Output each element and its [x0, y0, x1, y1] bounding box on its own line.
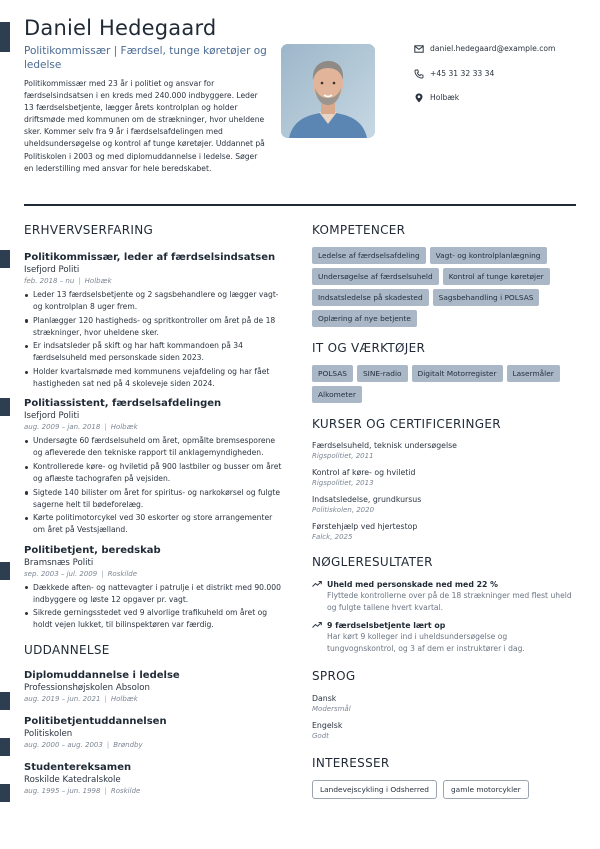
job-bullet: Er indsatsleder på skift og har haft kommandoen på 34 færdselsuheld med personskade siden 2023. [24, 340, 284, 364]
candidate-headline: Politikommissær | Færdsel, tunge køretøjer og ledelse [24, 45, 267, 71]
job-bullet: Planlægger 120 hastigheds- og spritkontroller om året på de 18 strækninger, hvor uheldene sker. [24, 315, 284, 339]
section-title-interests: INTERESSER [312, 756, 390, 771]
mail-icon [414, 44, 424, 54]
accent-bar-edu-3 [0, 784, 10, 802]
job-employer: Isefjord Politi [24, 265, 80, 275]
header-divider [24, 204, 576, 206]
interest-tag: Landevejscykling i Odsherred [312, 780, 437, 799]
job-bullet: Undersøgte 60 færdselsuheld om året, opmålte bremsesporene og afleverede den tekniske rapport til anklagemyndigheden. [24, 435, 284, 459]
course-item [312, 494, 576, 516]
profile-photo [281, 44, 375, 138]
course-title: Kontrol af køre- og hviletid [312, 468, 416, 477]
meta-separator: | [104, 423, 107, 432]
education-dates: aug. 1995 – jun. 1998 [24, 787, 101, 796]
meta-separator: | [106, 741, 110, 750]
language-level: Godt [312, 732, 329, 741]
candidate-name: Daniel Hedegaard [24, 16, 217, 40]
job-bullets [24, 435, 284, 536]
accent-bar-job-1 [0, 250, 10, 268]
tool-tag: POLSAS [312, 365, 353, 382]
education-dates: aug. 2000 – aug. 2003 [24, 741, 103, 750]
course-meta: Politiskolen, 2020 [312, 506, 375, 514]
meta-separator: | [104, 695, 107, 704]
resume-header [24, 16, 576, 196]
skill-tag: Ledelse af færdselsafdeling [312, 247, 426, 264]
education-title: Politibetjentuddannelsen [24, 716, 167, 728]
job-bullet: Dækkede aften- og nattevagter i patrulje i et distrikt med 90.000 indbyggere og løste 12 opgaver pr. vagt. [24, 582, 284, 606]
education-meta [24, 786, 284, 797]
tool-tag: Alkometer [312, 386, 362, 403]
job-meta [24, 569, 284, 580]
job-entry [24, 544, 284, 632]
skill-tag: Sagsbehandling i POLSAS [433, 289, 540, 306]
job-bullet: Kørte politimotorcykel ved 30 eskorter og store arrangementer om året på Vestsjælland. [24, 512, 284, 536]
course-title: Indsatsledelse, grundkursus [312, 495, 422, 504]
contact-block [414, 44, 594, 118]
education-location: Holbæk [110, 695, 138, 704]
meta-separator: | [78, 277, 81, 285]
job-dates: feb. 2018 – nu [24, 277, 75, 285]
education-title: Studentereksamen [24, 762, 132, 774]
tools-tags [312, 365, 576, 403]
section-title-education: UDDANNELSE [24, 643, 110, 658]
achievement-description: Har kørt 9 kolleger ind i uheldsundersøgelse og tungvognskontrol, og 3 af dem er instruktører i dag. [327, 632, 525, 654]
course-item [312, 521, 576, 543]
section-title-languages: SPROG [312, 669, 356, 684]
contact-email[interactable] [414, 44, 594, 69]
tool-tag: SINE-radio [357, 365, 408, 382]
course-meta: Rigspolitiet, 2011 [312, 452, 374, 460]
job-employer: Bramsnæs Politi [24, 557, 94, 568]
course-meta: Falck, 2025 [312, 533, 353, 541]
section-title-tools: IT OG VÆRKTØJER [312, 341, 426, 355]
course-item [312, 440, 576, 462]
education-school: Politiskolen [24, 729, 73, 740]
job-title: Politikommissær, leder af færdselsindsatsen [24, 252, 276, 263]
accent-bar-job-2 [0, 398, 10, 416]
skill-tag: Indsatsledelse på skadested [312, 289, 429, 306]
achievement-item [312, 620, 576, 655]
education-meta [24, 694, 284, 705]
trend-up-icon [312, 580, 322, 588]
job-employer: Isefjord Politi [24, 411, 80, 422]
job-bullet: Holder kvartalsmøde med kommunens vejafdeling og har fået hastigheden sat ned på 4 skoleveje siden 2024. [24, 366, 284, 390]
job-bullet: Kontrollerede køre- og hviletid på 900 lastbiler og busser om året og aflæste tachografen på vejsiden. [24, 461, 284, 485]
job-bullet: Leder 13 færdselsbetjente og 2 sagsbehandlere og lægger vagt- og kontrolplan 8 uger frem. [24, 289, 284, 313]
course-list [312, 440, 576, 543]
section-title-courses: KURSER OG CERTIFICERINGER [312, 417, 501, 431]
section-title-experience: ERHVERVSERFARING [24, 223, 154, 237]
job-title: Politibetjent, beredskab [24, 544, 161, 556]
job-bullets [24, 289, 284, 390]
job-location: Roskilde [107, 569, 138, 578]
job-bullets [24, 582, 284, 632]
education-dates: aug. 2019 – jun. 2021 [24, 695, 101, 704]
job-meta [24, 422, 284, 433]
contact-phone[interactable] [414, 69, 594, 94]
tool-tag: Lasermåler [507, 365, 560, 382]
achievement-item [312, 579, 576, 614]
job-location: Holbæk [110, 423, 138, 432]
course-title: Førstehjælp ved hjertestop [312, 522, 418, 531]
job-entry [24, 251, 284, 390]
education-location: Brøndby [113, 741, 143, 750]
location-text: Holbæk [430, 93, 460, 102]
achievement-description: Flyttede kontrollerne over på de 18 strækninger med flest uheld og fulgte tallene hvert kvartal. [327, 591, 572, 613]
job-bullet: Sigtede 140 bilister om året for spiritus- og narkokørsel og fulgte sagerne helt til bødeforelæg. [24, 487, 284, 511]
phone-icon [414, 69, 424, 79]
meta-separator: | [104, 787, 107, 796]
education-school: Professionshøjskolen Absolon [24, 683, 150, 694]
achievement-title: Uheld med personskade ned med 22 % [327, 580, 498, 589]
contact-location [414, 93, 594, 118]
right-column [312, 223, 576, 799]
left-column [24, 223, 284, 797]
skill-tag: Undersøgelse af færdselsuheld [312, 268, 439, 285]
course-meta: Rigspolitiet, 2013 [312, 479, 374, 487]
education-location: Roskilde [110, 787, 141, 796]
phone-text: +45 31 32 33 34 [430, 68, 495, 78]
education-meta [24, 740, 284, 751]
profile-summary: Politikommissær med 23 år i politiet og ansvar for færdselsindsatsen i en kreds med 240.000 indbyggere. Leder 13 færdselsbetjente, lægger årets kontrolplan og holder driftsmøde med kommunen om de strækninger, hvor uheldene sker. Kommer selv fra 9 år i færdselsafdelingen med uheldsundersøgelse og kontrol af tunge køretøjer. Uddannet på Politiskolen i 2003 og med diplomuddannelse i ledelse. Søger en lederstilling med ansvar for hele beredskabet. [24, 79, 265, 173]
tool-tag: Digitalt Motorregister [412, 365, 503, 382]
achievement-list [312, 579, 576, 655]
language-level: Modersmål [312, 705, 351, 714]
meta-separator: | [101, 569, 104, 578]
language-item [312, 693, 576, 715]
skill-tag: Kontrol af tunge køretøjer [443, 268, 550, 285]
education-entry [24, 761, 284, 797]
job-meta [24, 276, 284, 287]
interest-tags [312, 780, 576, 799]
email-text: daniel.hedegaard@example.com [430, 44, 556, 53]
language-item [312, 720, 576, 742]
job-title: Politiassistent, færdselsafdelingen [24, 398, 222, 410]
education-entry [24, 715, 284, 751]
map-pin-icon [414, 93, 424, 103]
job-dates: sep. 2003 – jul. 2009 [24, 569, 98, 578]
job-dates: aug. 2009 – jan. 2018 [24, 423, 101, 432]
section-title-achievements: NØGLERESULTATER [312, 555, 433, 569]
section-title-skills: KOMPETENCER [312, 223, 406, 237]
job-bullet: Sikrede gerningsstedet ved 9 alvorlige trafikuheld om året og holdt vejen lukket, til bilinspektøren var færdig. [24, 607, 284, 631]
education-school: Roskilde Katedralskole [24, 775, 121, 786]
course-item [312, 467, 576, 489]
accent-bar-edu-1 [0, 692, 10, 710]
education-entry [24, 669, 284, 705]
accent-bar-header [0, 22, 10, 52]
trend-up-icon [312, 621, 322, 629]
accent-bar-edu-2 [0, 738, 10, 756]
accent-bar-job-3 [0, 562, 10, 580]
education-title: Diplomuddannelse i ledelse [24, 670, 180, 682]
interest-tag: gamle motorcykler [443, 780, 529, 799]
course-title: Færdselsuheld, teknisk undersøgelse [312, 441, 457, 450]
skill-tag: Vagt- og kontrolplanlægning [430, 247, 547, 264]
achievement-title: 9 færdselsbetjente lært op [327, 621, 446, 631]
language-list [312, 693, 576, 742]
job-entry [24, 397, 284, 536]
language-name: Dansk [312, 694, 337, 704]
skill-tag: Oplæring af nye betjente [312, 310, 417, 327]
skills-tags [312, 247, 576, 327]
job-location: Holbæk [84, 277, 112, 285]
language-name: Engelsk [312, 721, 343, 731]
